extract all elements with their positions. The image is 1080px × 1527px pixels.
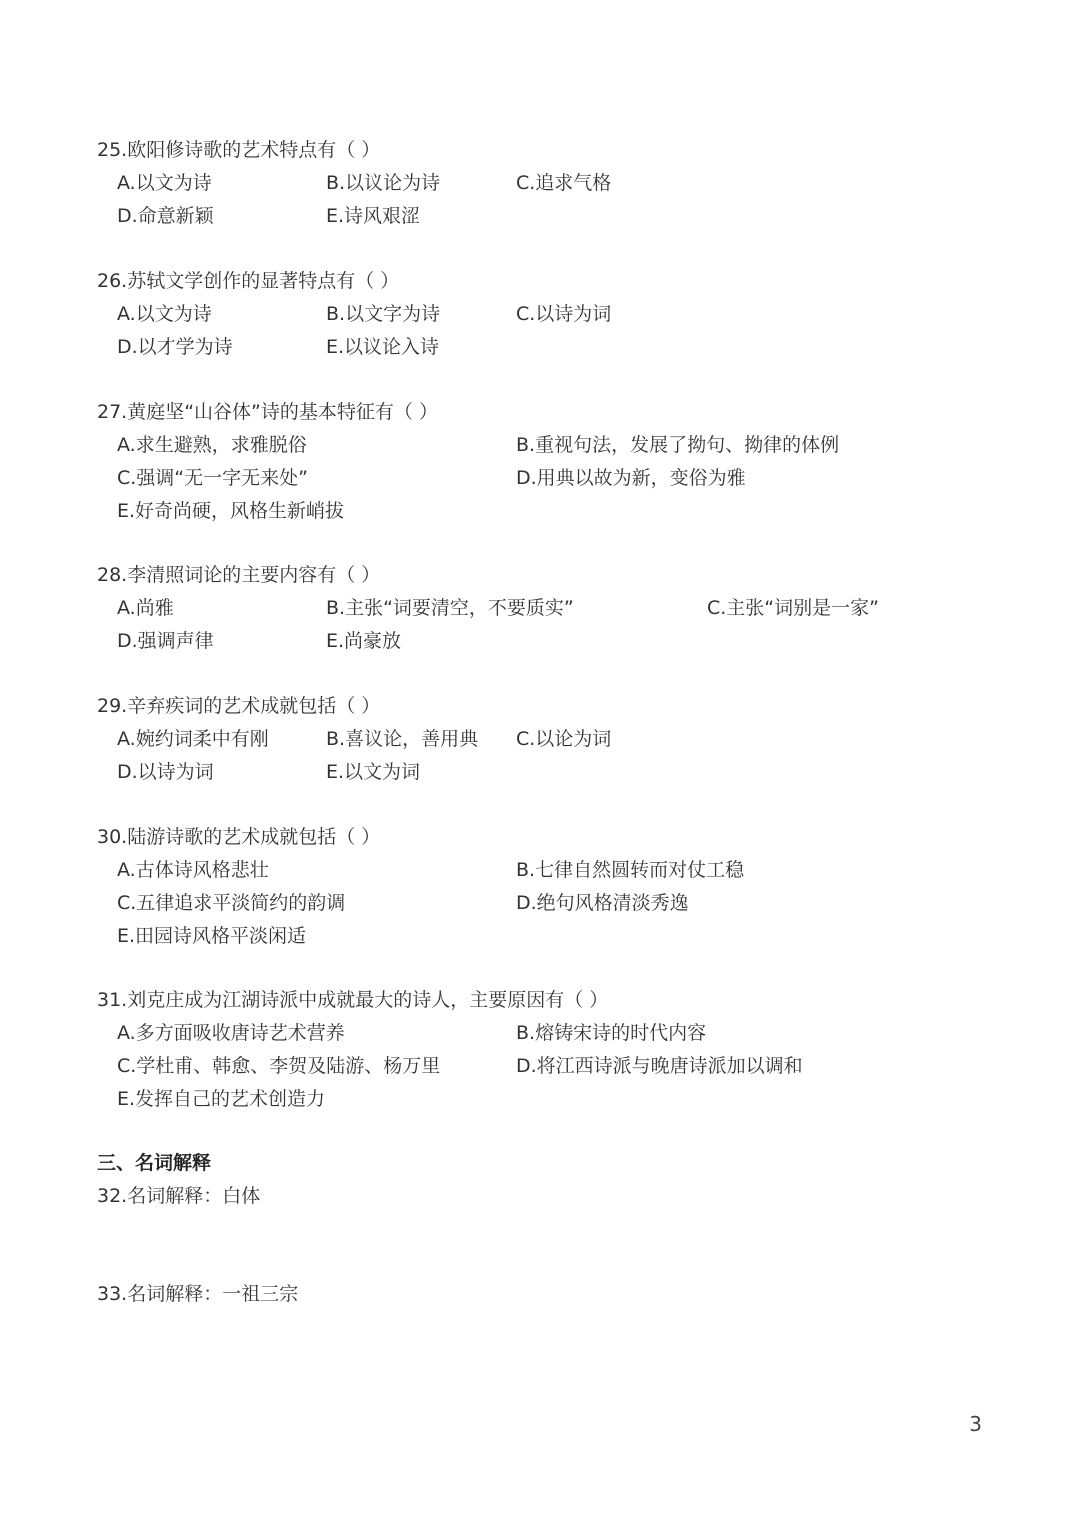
term-32: 32.名词解释：白体 (97, 1185, 261, 1207)
question-28-option-a: A.尚雅 (117, 597, 174, 619)
question-28-option-b: B.主张“词要清空，不要质实” (326, 597, 574, 619)
question-30-option-a: A.古体诗风格悲壮 (117, 859, 269, 881)
question-25-option-a: A.以文为诗 (117, 172, 212, 194)
question-29-option-e: E.以文为词 (326, 761, 421, 783)
question-29-option-b: B.喜议论，善用典 (326, 728, 479, 750)
question-31-stem: 31.刘克庄成为江湖诗派中成就最大的诗人，主要原因有（ ） (97, 989, 609, 1011)
question-30-option-d: D.绝句风格清淡秀逸 (516, 892, 689, 914)
question-25-option-d: D.命意新颖 (117, 205, 214, 227)
question-31-option-a: A.多方面吸收唐诗艺术营养 (117, 1022, 345, 1044)
question-31-option-b: B.熔铸宋诗的时代内容 (516, 1022, 707, 1044)
question-26-option-a: A.以文为诗 (117, 303, 212, 325)
term-33: 33.名词解释：一祖三宗 (97, 1283, 299, 1305)
question-26-option-b: B.以文字为诗 (326, 303, 441, 325)
question-29-option-c: C.以论为词 (516, 728, 612, 750)
question-27-option-b: B.重视句法，发展了拗句、拗律的体例 (516, 434, 840, 456)
question-28-stem: 28.李清照词论的主要内容有（ ） (97, 564, 381, 586)
question-30-option-e: E.田园诗风格平淡闲适 (117, 925, 307, 947)
question-28-option-c: C.主张“词别是一家” (707, 597, 879, 619)
question-29-stem: 29.辛弃疾词的艺术成就包括（ ） (97, 695, 381, 717)
question-26-option-c: C.以诗为词 (516, 303, 612, 325)
question-30-option-b: B.七律自然圆转而对仗工稳 (516, 859, 745, 881)
question-27-option-e: E.好奇尚硬，风格生新峭拔 (117, 500, 345, 522)
question-27-option-d: D.用典以故为新，变俗为雅 (516, 467, 746, 489)
question-31-option-d: D.将江西诗派与晚唐诗派加以调和 (516, 1055, 803, 1077)
question-27-option-c: C.强调“无一字无来处” (117, 467, 308, 489)
question-29-option-a: A.婉约词柔中有刚 (117, 728, 269, 750)
question-26-option-e: E.以议论入诗 (326, 336, 440, 358)
question-25-stem: 25.欧阳修诗歌的艺术特点有（ ） (97, 139, 381, 161)
question-28-option-d: D.强调声律 (117, 630, 214, 652)
question-30-option-c: C.五律追求平淡简约的韵调 (117, 892, 346, 914)
question-25-option-e: E.诗风艰涩 (326, 205, 421, 227)
page-number: 3 (969, 1412, 982, 1436)
question-31-option-c: C.学杜甫、韩愈、李贺及陆游、杨万里 (117, 1055, 441, 1077)
question-28-option-e: E.尚豪放 (326, 630, 402, 652)
question-26-stem: 26.苏轼文学创作的显著特点有（ ） (97, 270, 400, 292)
question-29-option-d: D.以诗为词 (117, 761, 214, 783)
question-31-option-e: E.发挥自己的艺术创造力 (117, 1088, 326, 1110)
question-25-option-b: B.以议论为诗 (326, 172, 441, 194)
section-heading: 三、名词解释 (97, 1152, 212, 1174)
question-27-option-a: A.求生避熟，求雅脱俗 (117, 434, 307, 456)
question-27-stem: 27.黄庭坚“山谷体”诗的基本特征有（ ） (97, 401, 438, 423)
question-26-option-d: D.以才学为诗 (117, 336, 233, 358)
question-30-stem: 30.陆游诗歌的艺术成就包括（ ） (97, 826, 381, 848)
question-25-option-c: C.追求气格 (516, 172, 612, 194)
